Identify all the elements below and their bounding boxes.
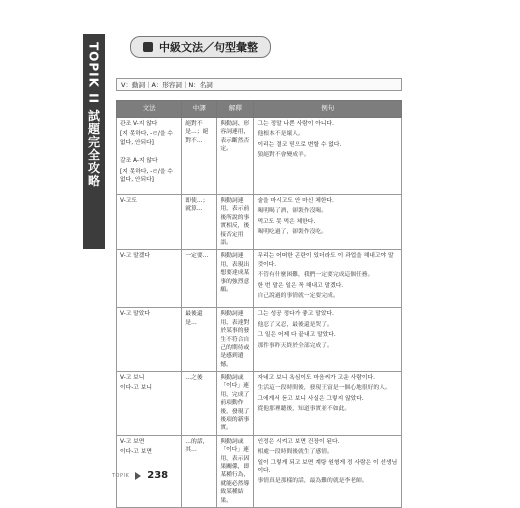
col-header-grammar: 文法 (117, 101, 182, 118)
grammar-table (116, 100, 402, 508)
side-title-band (83, 34, 105, 249)
explanation-cell: 與動詞連用，表現出想要達成某事的強烈意願。 (217, 250, 254, 308)
example-zh: 他忍了又忍，最後還是哭了。 (257, 321, 333, 328)
pattern-text: V-고 말았다 (120, 311, 150, 318)
example-zh: 喝明吃過了，卻裝作沒吃。 (257, 229, 328, 236)
meaning-cell: 一定要… (182, 250, 217, 308)
table-row (117, 250, 402, 308)
example-zh: 他根本不是壞人。 (257, 131, 304, 138)
pattern-cell (117, 118, 182, 195)
example-zh: 不管有什麼困難，我們一定要完成這個任務。 (257, 272, 374, 279)
pattern-cell (117, 372, 182, 436)
meaning-cell: 最後還是… (182, 308, 217, 372)
pattern-text: [지 못하다, -ㄹ/을 수 없다, 안되다] (120, 168, 173, 183)
abbreviation-legend: V：動詞｜A：形容詞｜N：名詞 (116, 78, 402, 91)
example-zh: 狼絕對不會變成羊。 (257, 152, 310, 159)
examples-cell (254, 250, 402, 308)
example-zh: 那件事昨天終於全部完成了。 (257, 342, 333, 349)
example-zh: 生活這一段時間後，發現王富是一個心地很好的人。 (257, 385, 391, 392)
example-ko: 이리는 결코 믿으로 변할 수 없다. (257, 141, 342, 148)
col-header-explanation: 解釋 (217, 101, 254, 118)
col-header-meaning: 中譯 (182, 101, 217, 118)
example-ko: 한 번 말은 일은 꼭 해내고 말겠다. (257, 282, 344, 289)
explanation-cell: 與動詞或「이다」連用，完成了前項動作後，發現了後項的新事實。 (217, 372, 254, 436)
page-footer (112, 470, 168, 481)
side-title: TOPIK II 試題完全攻略 (86, 42, 101, 188)
example-ko: 인정은 시켜고 보면 건장이 된다. (257, 438, 340, 445)
examples-cell (254, 372, 402, 436)
example-ko: 먹고도 못 먹은 체한다. (257, 218, 316, 225)
example-ko: 일이 그렇게 되고 보면 계탕 원형게 정 사람은 이 선생님이다. (257, 459, 398, 474)
example-ko: 그는 정말 나쁜 사람이 아니다. (257, 121, 334, 127)
meaning-cell: 絕對不是…；絕對不… (182, 118, 217, 195)
chevron-right-icon (135, 472, 141, 480)
example-ko: 그는 성공 정다가 좋고 말았다. (257, 311, 334, 318)
examples-cell (254, 195, 402, 250)
table-row (117, 372, 402, 436)
pattern-text: V-고 보니 (120, 375, 145, 382)
examples-cell (254, 118, 402, 195)
pattern-cell (117, 308, 182, 372)
pattern-text: 관조 V-지 않다 (120, 121, 158, 127)
meaning-cell: …之後 (182, 372, 217, 436)
section-title: 中級文法／句型彙整 (159, 41, 258, 54)
pattern-cell (117, 250, 182, 308)
explanation-cell: 與動詞、形容詞連用，表示斷然否定。 (217, 118, 254, 195)
examples-cell (254, 435, 402, 507)
example-zh: 事情真是那樣的話，最為難的就是李老師。 (257, 478, 368, 485)
examples-cell (254, 308, 402, 372)
example-ko: 무리는 어떠한 곤란이 있더라도 이 과업을 해내고야 말 것이다. (257, 253, 394, 268)
table-row (117, 195, 402, 250)
example-zh: 相處一段時間後就生了感情。 (257, 449, 333, 456)
table-row (117, 118, 402, 195)
explanation-cell: 與動詞連用，表示前後所說的事實相反，後接否定用語。 (217, 195, 254, 250)
pattern-text: V-고 말겠다 (120, 253, 150, 260)
pattern-text: [지 못하다, -ㄹ/을 수 없다, 안되다] (120, 131, 173, 146)
pattern-cell (117, 195, 182, 250)
example-ko: 그에게서 듣고 보니 사실은 그렇지 않았다. (257, 395, 364, 402)
pattern-text: 이다-고 보니 (120, 385, 152, 392)
footer-logo: TOPIK (112, 472, 130, 479)
col-header-examples: 例句 (254, 101, 402, 118)
page-number: 238 (147, 470, 169, 481)
example-zh: 從他那裡聽後，知道事實並不如此。 (257, 406, 351, 413)
table-header-row (117, 101, 402, 118)
example-zh: 喝明喝了酒，卻裝作沒喝。 (257, 208, 328, 215)
section-header (130, 36, 271, 58)
explanation-cell: 與動詞或「이다」連用，表示因果關係，即某種行為，就能必然導致某種結果。 (217, 435, 254, 507)
pattern-text: 갈조 A-지 않다 (120, 158, 158, 165)
example-zh: 自己說過的事情就一定要完成。 (257, 292, 339, 299)
table-row (117, 308, 402, 372)
pattern-text: V-고도 (120, 198, 137, 204)
example-ko: 자네고 보니 욕심이도 마음씨가 고운 사람이다. (257, 375, 375, 382)
example-ko: 술을 마시고도 안 마신 체한다. (257, 198, 334, 204)
example-ko: 그 일은 어제 다 끝내고 말았다. (257, 332, 336, 339)
pattern-text: 이다-고 보면 (120, 449, 152, 456)
section-bullet-icon (143, 42, 153, 52)
pattern-text: V-고 보면 (120, 438, 145, 445)
meaning-cell: 即使…；就算… (182, 195, 217, 250)
meaning-cell: …的話，其… (182, 435, 217, 507)
explanation-cell: 與動詞連用，表達對於某事的發生不符合自己的期待或是感到遺憾。 (217, 308, 254, 372)
